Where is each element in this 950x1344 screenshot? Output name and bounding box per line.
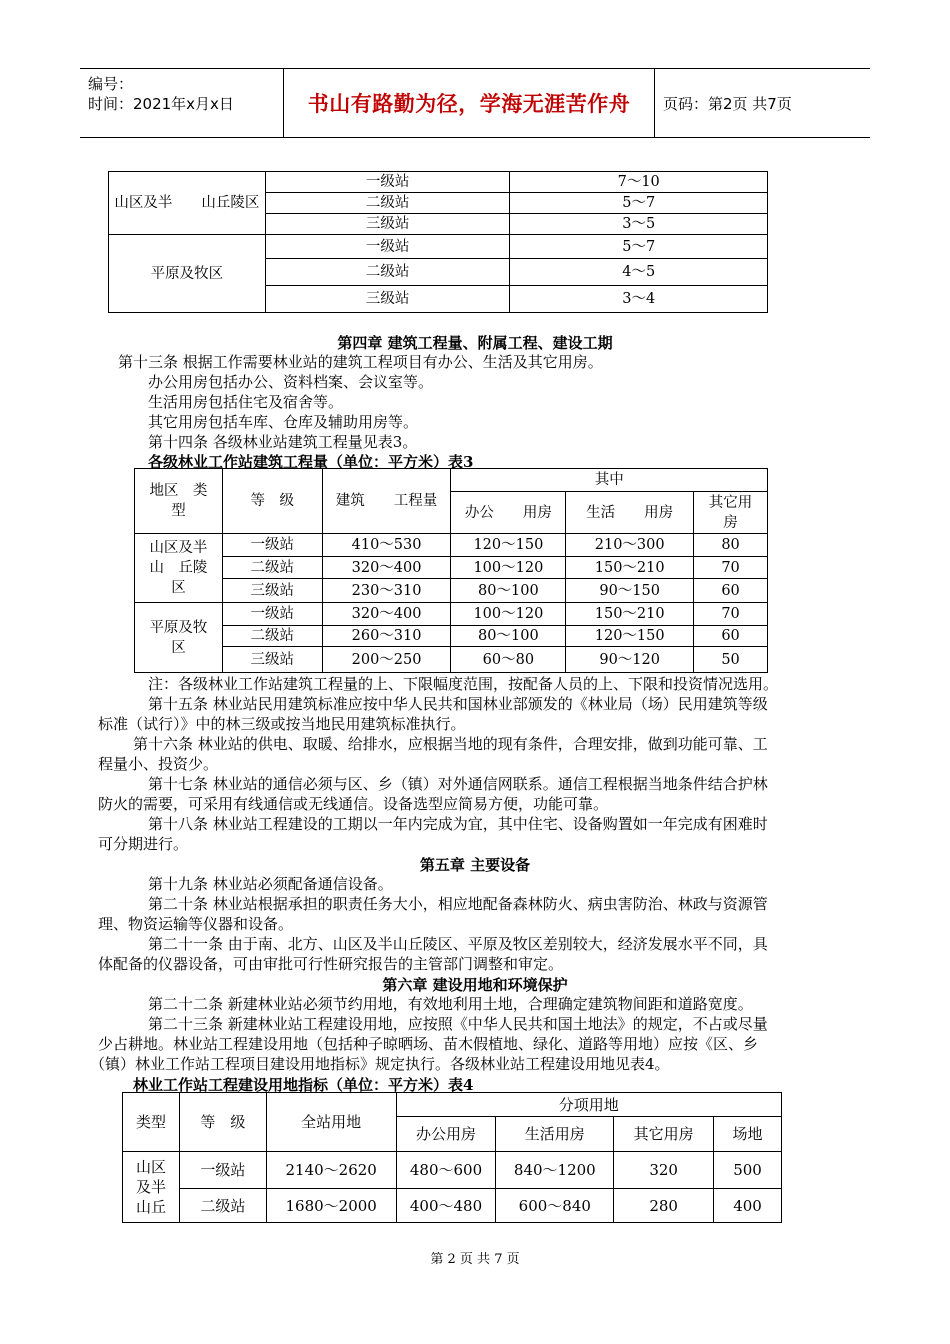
motto: 书山有路勤为径，学海无涯苦作舟 — [307, 92, 631, 116]
other-cell: 320 — [614, 1152, 714, 1189]
table-4-land-use — [122, 1092, 782, 1223]
total-cell: 260～310 — [322, 626, 451, 647]
table-4-caption: 林业工作站工程建设用地指标（单位：平方米）表4 — [133, 1076, 474, 1094]
chapter-4-title: 第四章 建筑工程量、附属工程、建设工期 — [337, 334, 613, 352]
table-row — [135, 579, 768, 603]
total-cell: 320～400 — [322, 603, 451, 626]
living-cell: 210～300 — [566, 534, 694, 557]
other-cell: 50 — [694, 647, 768, 673]
value-cell: 3～4 — [510, 286, 768, 313]
level-cell: 三级站 — [265, 286, 510, 313]
table-header-row — [135, 469, 768, 492]
table-3-caption: 各级林业工作站建筑工程量（单位：平方米）表3 — [148, 453, 474, 471]
article-16: 第十六条 林业站的供电、取暖、给排水，应根据当地的现有条件，合理安排，做到功能可靠、工 — [133, 735, 768, 753]
table-row — [123, 1189, 782, 1223]
table-row — [135, 603, 768, 626]
table-row — [109, 172, 768, 193]
other-cell: 60 — [694, 579, 768, 603]
header-office: 办公 用房 — [451, 492, 566, 534]
table-row — [135, 626, 768, 647]
office-cell: 100～120 — [451, 557, 566, 579]
article-17-cont: 防火的需要，可采用有线通信或无线通信。设备选型应简易方便，功能可靠。 — [98, 795, 609, 813]
header-region: 地区 类型 — [135, 469, 223, 534]
region-cell: 山区及半 山丘陵区 — [109, 172, 266, 235]
office-cell: 80～100 — [451, 626, 566, 647]
level-cell: 一级站 — [265, 172, 510, 193]
total-cell: 1680～2000 — [266, 1189, 396, 1223]
level-cell: 三级站 — [265, 214, 510, 235]
living-cell: 840～1200 — [496, 1152, 614, 1189]
level-cell: 二级站 — [179, 1189, 266, 1223]
value-cell: 5～7 — [510, 193, 768, 214]
table-row — [135, 647, 768, 673]
yard-cell: 400 — [714, 1189, 782, 1223]
header-among: 其中 — [451, 469, 768, 492]
header-info-cell — [80, 69, 284, 137]
level-cell: 一级站 — [179, 1152, 266, 1189]
level-cell: 一级站 — [222, 534, 322, 557]
table-row — [135, 534, 768, 557]
chapter-6-title: 第六章 建设用地和环境保护 — [382, 976, 568, 994]
level-cell: 三级站 — [222, 647, 322, 673]
article-21: 第二十一条 由于南、北方、山区及半山丘陵区、平原及牧区差别较大，经济发展水平不同，具 — [148, 935, 768, 953]
article-18-cont: 可分期进行。 — [98, 835, 189, 853]
header-level: 等 级 — [222, 469, 322, 534]
region-cell: 平原及牧区 — [135, 603, 223, 673]
article-18: 第十八条 林业站工程建设的工期以一年内完成为宜，其中住宅、设备购置如一年完成有困难时 — [148, 815, 768, 833]
value-cell: 5～7 — [510, 235, 768, 259]
living-cell: 90～120 — [566, 647, 694, 673]
header-page-cell — [655, 69, 870, 137]
header-yard: 场地 — [714, 1117, 782, 1152]
article-21-cont: 体配备的仪器设备，可由审批可行性研究报告的主管部门调整和审定。 — [98, 955, 564, 973]
paragraph: 其它用房包括车库、仓库及辅助用房等。 — [148, 413, 419, 431]
total-cell: 230～310 — [322, 579, 451, 603]
office-cell: 60～80 — [451, 647, 566, 673]
region-cell: 山区及半山 丘陵区 — [135, 534, 223, 603]
living-cell: 150～210 — [566, 557, 694, 579]
region-cell: 山区及半山丘 — [123, 1152, 180, 1223]
office-cell: 480～600 — [396, 1152, 496, 1189]
table-row — [109, 235, 768, 259]
article-22: 第二十二条 新建林业站必须节约用地，有效地利用土地，合理确定建筑物间距和道路宽度。 — [148, 995, 753, 1013]
header-total: 建筑 工程量 — [322, 469, 451, 534]
article-15-cont: 标准（试行）》中的林三级或按当地民用建筑标准执行。 — [98, 715, 466, 733]
other-cell: 70 — [694, 557, 768, 579]
paragraph: 办公用房包括办公、资料档案、会议室等。 — [148, 373, 434, 391]
article-16-cont: 程量小、投资少。 — [98, 755, 219, 773]
header-total: 全站用地 — [266, 1093, 396, 1152]
total-cell: 2140～2620 — [266, 1152, 396, 1189]
other-cell: 80 — [694, 534, 768, 557]
office-cell: 80～100 — [451, 579, 566, 603]
article-14: 第十四条 各级林业站建筑工程量见表3。 — [148, 433, 418, 451]
value-cell: 4～5 — [510, 259, 768, 286]
level-cell: 二级站 — [265, 259, 510, 286]
living-cell: 120～150 — [566, 626, 694, 647]
table-3-building-area — [134, 468, 768, 673]
other-cell: 280 — [614, 1189, 714, 1223]
office-cell: 400～480 — [396, 1189, 496, 1223]
document-time: 时间：2021年x月x日 — [88, 95, 234, 113]
level-cell: 一级站 — [222, 603, 322, 626]
level-cell: 二级站 — [265, 193, 510, 214]
page-header — [80, 68, 870, 138]
level-cell: 三级站 — [222, 579, 322, 603]
living-cell: 600～840 — [496, 1189, 614, 1223]
other-cell: 70 — [694, 603, 768, 626]
article-17: 第十七条 林业站的通信必须与区、乡（镇）对外通信网联系。通信工程根据当地条件结合护林 — [148, 775, 768, 793]
level-cell: 一级站 — [265, 235, 510, 259]
header-other: 其它用房 — [614, 1117, 714, 1152]
total-cell: 200～250 — [322, 647, 451, 673]
header-sub: 分项用地 — [396, 1093, 781, 1117]
article-15: 第十五条 林业站民用建筑标准应按中华人民共和国林业部颁发的《林业局（场）民用建筑等级 — [148, 695, 768, 713]
total-cell: 320～400 — [322, 557, 451, 579]
article-23-cont: 少占耕地。林业站工程建设用地（包括种子晾晒场、苗木假植地、绿化、道路等用地）应按《区、乡 — [98, 1035, 759, 1053]
header-office: 办公用房 — [396, 1117, 496, 1152]
header-living: 生活用房 — [496, 1117, 614, 1152]
value-cell: 3～5 — [510, 214, 768, 235]
header-type: 类型 — [123, 1093, 180, 1152]
total-cell: 410～530 — [322, 534, 451, 557]
article-20: 第二十条 林业站根据承担的职责任务大小，相应地配备森林防火、病虫害防治、林政与资源管 — [148, 895, 768, 913]
header-living: 生活 用房 — [566, 492, 694, 534]
office-cell: 100～120 — [451, 603, 566, 626]
region-cell: 平原及牧区 — [109, 235, 266, 313]
article-23-cont: （镇）林业工作站工程项目建设用地指标》规定执行。各级林业站工程建设用地见表4。 — [90, 1055, 670, 1073]
header-level: 等 级 — [179, 1093, 266, 1152]
table-header-row — [123, 1093, 782, 1117]
article-23: 第二十三条 新建林业站工程建设用地，应按照《中华人民共和国土地法》的规定，不占或尽量 — [148, 1015, 768, 1033]
table-staffing — [108, 171, 768, 313]
article-20-cont: 理、物资运输等仪器和设备。 — [98, 915, 294, 933]
article-19: 第十九条 林业站必须配备通信设备。 — [148, 875, 393, 893]
table-row — [135, 557, 768, 579]
article-13: 第十三条 根据工作需要林业站的建筑工程项目有办公、生活及其它用房。 — [118, 353, 603, 371]
header-motto-cell — [284, 69, 655, 137]
page-footer: 第 2 页 共 7 页 — [430, 1252, 520, 1267]
table-row — [123, 1152, 782, 1189]
document-number: 编号： — [88, 75, 134, 93]
header-other: 其它用房 — [694, 492, 768, 534]
header-page-label: 页码：第2页 共7页 — [663, 94, 792, 113]
chapter-5-title: 第五章 主要设备 — [419, 856, 531, 874]
yard-cell: 500 — [714, 1152, 782, 1189]
living-cell: 90～150 — [566, 579, 694, 603]
level-cell: 二级站 — [222, 557, 322, 579]
value-cell: 7～10 — [510, 172, 768, 193]
level-cell: 二级站 — [222, 626, 322, 647]
paragraph: 生活用房包括住宅及宿舍等。 — [148, 393, 344, 411]
living-cell: 150～210 — [566, 603, 694, 626]
office-cell: 120～150 — [451, 534, 566, 557]
other-cell: 60 — [694, 626, 768, 647]
table-3-note: 注：各级林业工作站建筑工程量的上、下限幅度范围，按配备人员的上、下限和投资情况选用。 — [148, 675, 779, 693]
